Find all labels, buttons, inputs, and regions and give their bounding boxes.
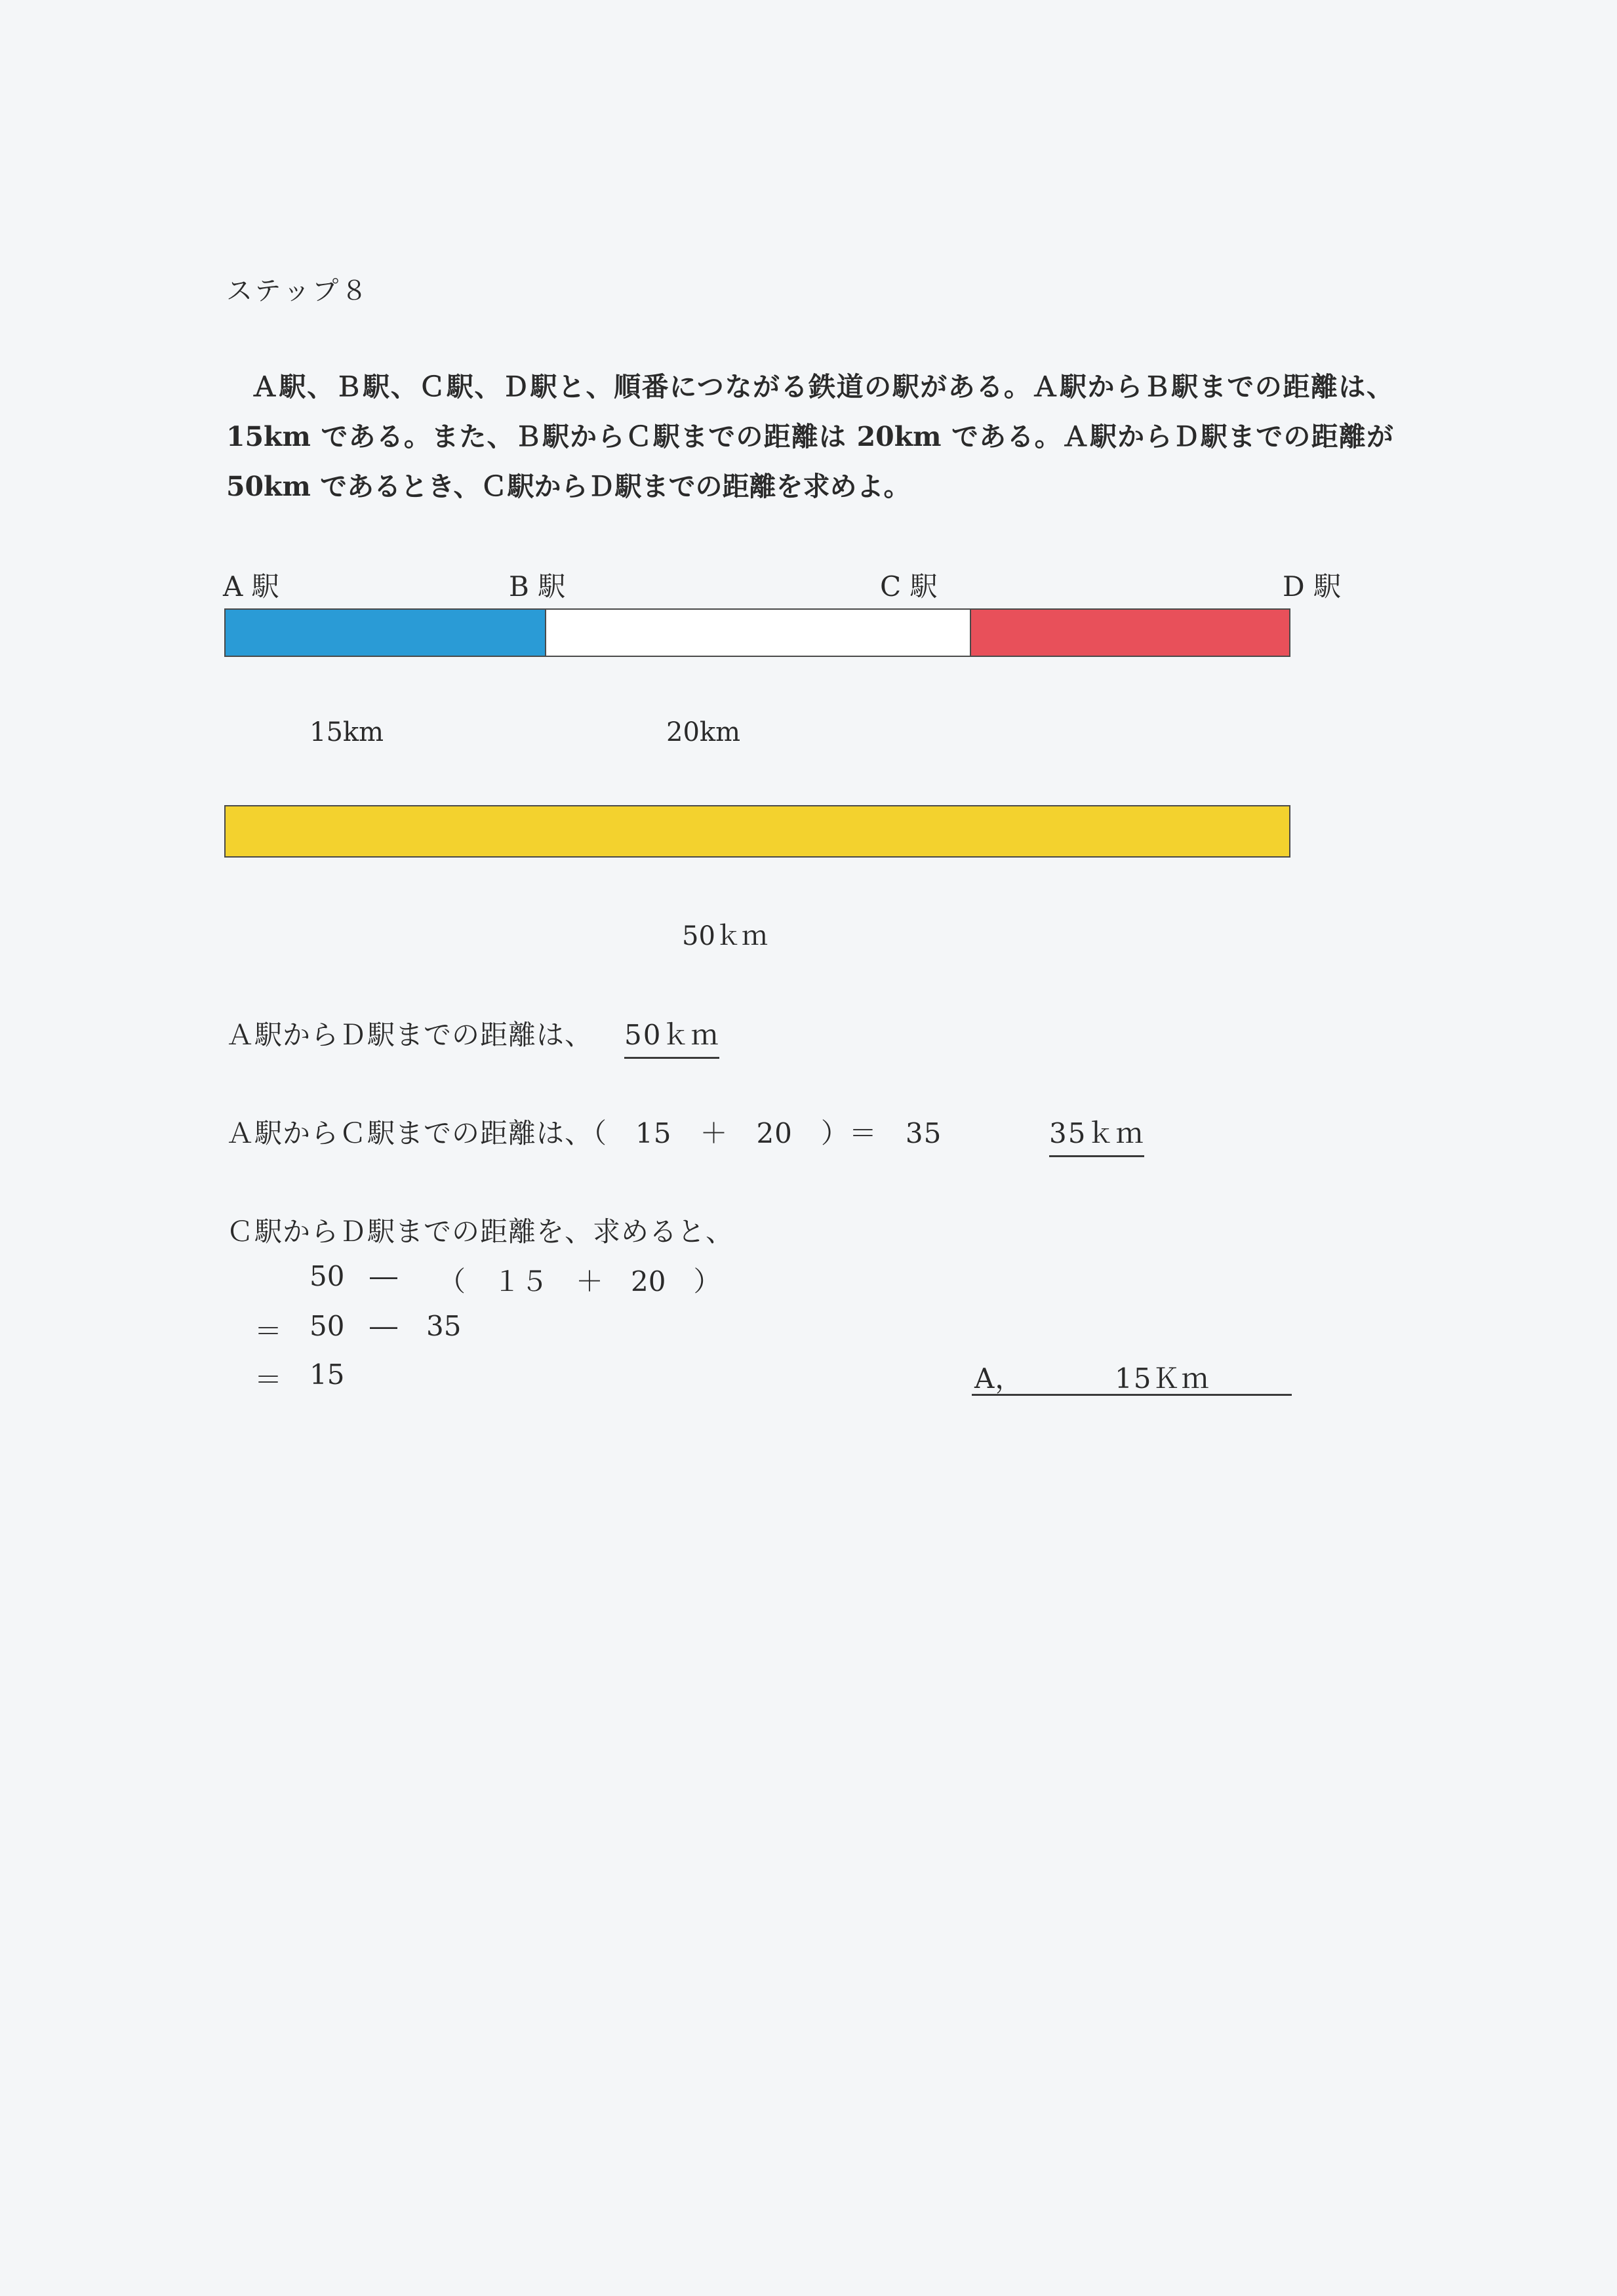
total-distance-bar (224, 805, 1290, 858)
calc-row-1-b: （ １５ ＋ 20 ） (438, 1265, 721, 1297)
station-label-d: D 駅 (1283, 570, 1342, 603)
calc-row-3-sign: ＝ (254, 1364, 283, 1396)
station-label-a: A 駅 (223, 570, 279, 603)
step-heading: ステップ８ (226, 276, 370, 306)
calc-row-3-a: 15 (309, 1358, 345, 1391)
calc-row-2-sign: ＝ (254, 1315, 283, 1347)
segment-bar (224, 608, 1290, 657)
step-line-1: Ａ駅からＤ駅までの距離は、 (226, 1019, 593, 1051)
calc-row-1-op: ― (370, 1260, 397, 1292)
segment-label-ab: 15km (309, 717, 384, 747)
step-line-2: Ａ駅からＣ駅までの距離は、（ 15 ＋ 20 ）＝ 35 (226, 1117, 942, 1149)
segment-c-d (970, 610, 1289, 656)
total-label: 50ｋｍ (682, 921, 768, 951)
calc-row-1-a: 50 (309, 1260, 345, 1292)
final-answer-value: 15Ｋｍ (1115, 1362, 1210, 1395)
step-line-3: Ｃ駅からＤ駅までの距離を、求めると、 (226, 1216, 734, 1248)
segment-a-b (226, 610, 545, 656)
station-label-b: B 駅 (509, 570, 566, 603)
problem-statement: Ａ駅、Ｂ駅、Ｃ駅、Ｄ駅と、順番につながる鉄道の駅がある。Ａ駅からＢ駅までの距離は、15km である。また、Ｂ駅からＣ駅までの距離は 20km である。Ａ駅からＤ駅までの距離が 50km であるとき、Ｃ駅からＤ駅までの距離を求めよ。 (226, 371, 1393, 502)
calc-row-2-b: 35 (426, 1310, 462, 1342)
calc-row-2-a: 50 (309, 1310, 345, 1342)
calc-row-2-op: ― (370, 1310, 397, 1342)
station-label-c: C 駅 (880, 570, 938, 603)
step-1-answer: 50ｋｍ (624, 1014, 719, 1059)
final-answer-prefix: A， (974, 1362, 1024, 1395)
segment-label-bc: 20km (666, 717, 741, 747)
step-2-answer: 35ｋｍ (1049, 1112, 1144, 1157)
segment-b-c (545, 610, 970, 656)
